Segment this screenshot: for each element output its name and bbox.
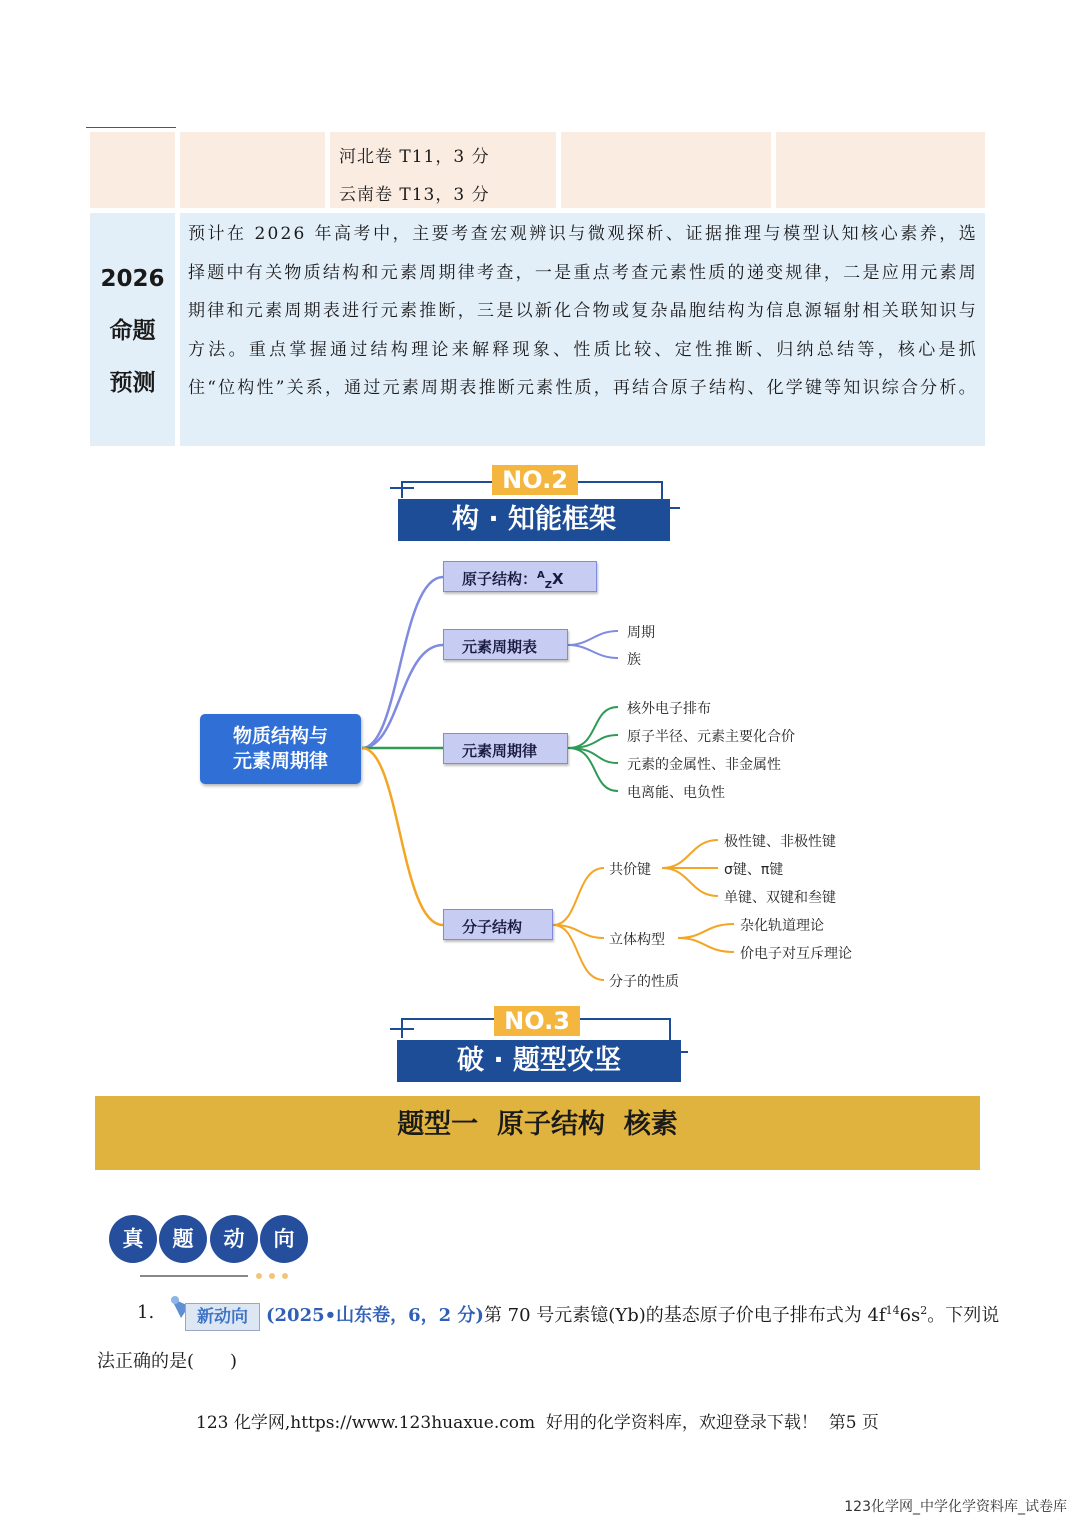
- node-atom-structure: [443, 561, 597, 592]
- dot-icon: [269, 1273, 275, 1279]
- leaf-polar-bond: 极性键、非极性键: [724, 834, 836, 850]
- section-number: NO.2: [492, 465, 578, 495]
- leaf-spatial-shape: 立体构型: [609, 932, 665, 948]
- new-trend-badge: [167, 1292, 260, 1332]
- trend-tag: 动: [210, 1215, 258, 1263]
- trend-tag: 真: [109, 1215, 157, 1263]
- root-line-1: 物质结构与: [232, 725, 328, 747]
- node-atom-label: 原子结构：: [462, 570, 538, 588]
- leaf-group: 族: [627, 652, 641, 668]
- question-type-banner: [95, 1096, 980, 1170]
- superscript: 2: [920, 1304, 928, 1317]
- exam-line-2: 云南卷 T13，3 分: [339, 185, 490, 205]
- mindmap-root: [200, 714, 361, 784]
- question-number: 1.: [137, 1302, 155, 1323]
- root-line-2: 元素周期律: [232, 750, 328, 772]
- trend-tag: 向: [260, 1215, 308, 1263]
- leaf-bond-order: 单键、双键和叁键: [724, 890, 836, 906]
- section-title: 构 · 知能框架: [398, 499, 670, 541]
- prediction-text: 预计在 2026 年高考中，主要考查宏观辨识与微观探析、证据推理与模型认知核心素养，选择题中有关物质结构和元素周期律考查，一是重点考查元素性质的递变规律，二是应用元素周期律和元素周期表进行元素推断，三是以新化合物或复杂晶胞结构为信息源辐射相关联知识与方法。重点掌握通过结构理论来解释现象、性质比较、定性推断、归纳总结等，核心是抓住“位构性”关系，通过元素周期表推断元素性质，再结合原子结构、化学键等知识综合分析。: [188, 224, 978, 399]
- element-symbol: X: [552, 570, 564, 588]
- atomic-number: Z: [544, 580, 553, 591]
- question-text-a: 第 70 号元素镱(Yb)的基态原子价电子排布式为 4f: [483, 1305, 886, 1326]
- question-text: [266, 1301, 999, 1327]
- prediction-year: 2026: [100, 266, 165, 292]
- exam-line-1: 河北卷 T11，3 分: [339, 147, 490, 167]
- leaf-ionization: 电离能、电负性: [627, 785, 725, 801]
- section-title: 破 · 题型攻坚: [397, 1040, 681, 1082]
- leaf-metallicity: 元素的金属性、非金属性: [627, 757, 781, 773]
- superscript: 14: [885, 1304, 900, 1317]
- dot-icon: [282, 1273, 288, 1279]
- watermark: 123化学网_中学化学资料库_试卷库: [844, 1499, 1067, 1515]
- badge-label: 新动向: [185, 1303, 260, 1331]
- question-text-c: 。下列说: [927, 1305, 1000, 1326]
- question-line-2: 法正确的是( ): [97, 1351, 238, 1372]
- node-periodic-table: 元素周期表: [443, 629, 568, 660]
- trend-tag: 题: [159, 1215, 207, 1263]
- leaf-molecule-props: 分子的性质: [609, 974, 679, 990]
- leaf-hybrid-orbital: 杂化轨道理论: [740, 918, 824, 934]
- leaf-atomic-radius: 原子半径、元素主要化合价: [627, 729, 795, 745]
- leaf-covalent-bond: 共价键: [609, 862, 651, 878]
- node-molecular-structure: 分子结构: [443, 909, 553, 940]
- prediction-label-2: 命题: [109, 318, 156, 344]
- node-periodic-law: 元素周期律: [443, 733, 568, 764]
- leaf-electron-config: 核外电子排布: [627, 701, 711, 717]
- leaf-period: 周期: [627, 625, 655, 641]
- leaf-vsepr: 价电子对互斥理论: [740, 946, 852, 962]
- tag-underline: [140, 1275, 248, 1277]
- section-number: NO.3: [494, 1006, 580, 1036]
- page-footer: 123 化学网,https://www.123huaxue.com 好用的化学资料库，欢迎登录下载！ 第5 页: [196, 1413, 879, 1433]
- dot-icon: [256, 1273, 262, 1279]
- question-source: (2025•山东卷，6，2 分): [266, 1305, 484, 1326]
- question-text-b: 6s: [899, 1305, 921, 1326]
- question-type-title: 题型一 原子结构 核素: [397, 1109, 678, 1140]
- prediction-label-3: 预测: [109, 370, 156, 396]
- leaf-sigma-pi: σ键、π键: [724, 862, 784, 878]
- section-banner-3: [390, 1004, 690, 1084]
- mass-number: A: [537, 570, 545, 581]
